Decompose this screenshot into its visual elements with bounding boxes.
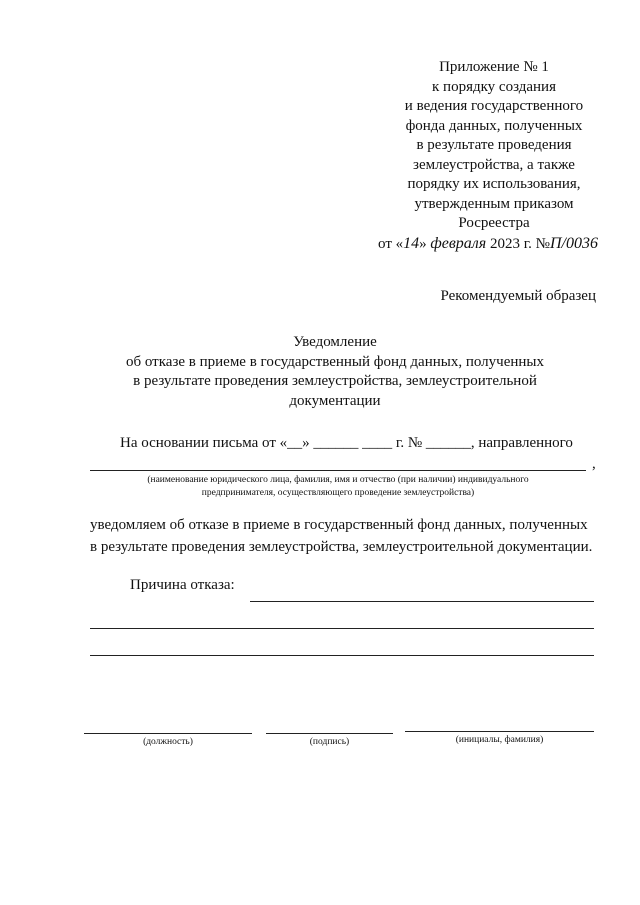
annex-header: [380, 58, 608, 254]
annex-line: в результате проведения: [416, 137, 572, 153]
annex-line: и ведения государственного: [404, 98, 584, 114]
position-signature-line: [84, 733, 252, 734]
document-title: [100, 333, 570, 411]
applicant-caption-line: (наименование юридического лица, фамилия, имя и отчество (при наличии) индивидуального: [147, 475, 529, 485]
signature-caption: (подпись): [309, 737, 350, 747]
order-reference: [368, 234, 608, 255]
order-day: 14: [403, 234, 420, 252]
title-line: об отказе в приеме в государственный фонд данных, полученных: [125, 353, 544, 370]
annex-line: землеустройства, а также: [413, 156, 575, 173]
reason-line: [90, 655, 594, 656]
comma: ,: [592, 456, 596, 472]
applicant-caption-line: предпринимателя, осуществляющего проведение землеустройства): [201, 488, 475, 498]
title-line: документации: [289, 392, 381, 409]
reason-line: [250, 601, 594, 602]
annex-line: фонда данных, полученных: [405, 117, 583, 134]
reason-label: Причина отказа:: [130, 577, 235, 593]
title-line: Уведомление: [293, 334, 377, 350]
order-prefix: от «: [378, 235, 404, 252]
applicant-caption: [90, 474, 586, 500]
notification-line: уведомляем об отказе в приеме в государственный фонд данных, полученных: [90, 517, 588, 533]
annex-line: утвержденным приказом: [414, 195, 574, 212]
recommended-sample-label: Рекомендуемый образец: [440, 288, 596, 304]
basis-letter-line: На основании письма от «__» ______ ____ г. № ______, направленного: [120, 435, 573, 451]
annex-line: Приложение № 1: [439, 59, 549, 75]
order-month: февраля: [430, 234, 487, 252]
order-number: П/0036: [549, 234, 598, 252]
order-year: 2023 г. №: [486, 235, 550, 252]
title-line: в результате проведения землеустройства, землеустроительной: [133, 373, 537, 389]
signature-line: [266, 733, 393, 734]
notification-text: [90, 514, 600, 558]
order-close-quote: »: [419, 235, 427, 252]
name-signature-line: [405, 731, 594, 732]
position-caption: (должность): [143, 737, 193, 747]
annex-line: порядку их использования,: [407, 176, 581, 192]
annex-line: к порядку создания: [432, 78, 556, 95]
annex-line: Росреестра: [458, 215, 530, 231]
name-caption: (инициалы, фамилия): [455, 735, 544, 745]
reason-line: [90, 628, 594, 629]
notification-line: в результате проведения землеустройства, землеустроительной документации.: [90, 539, 593, 555]
applicant-name-line: [90, 470, 586, 471]
